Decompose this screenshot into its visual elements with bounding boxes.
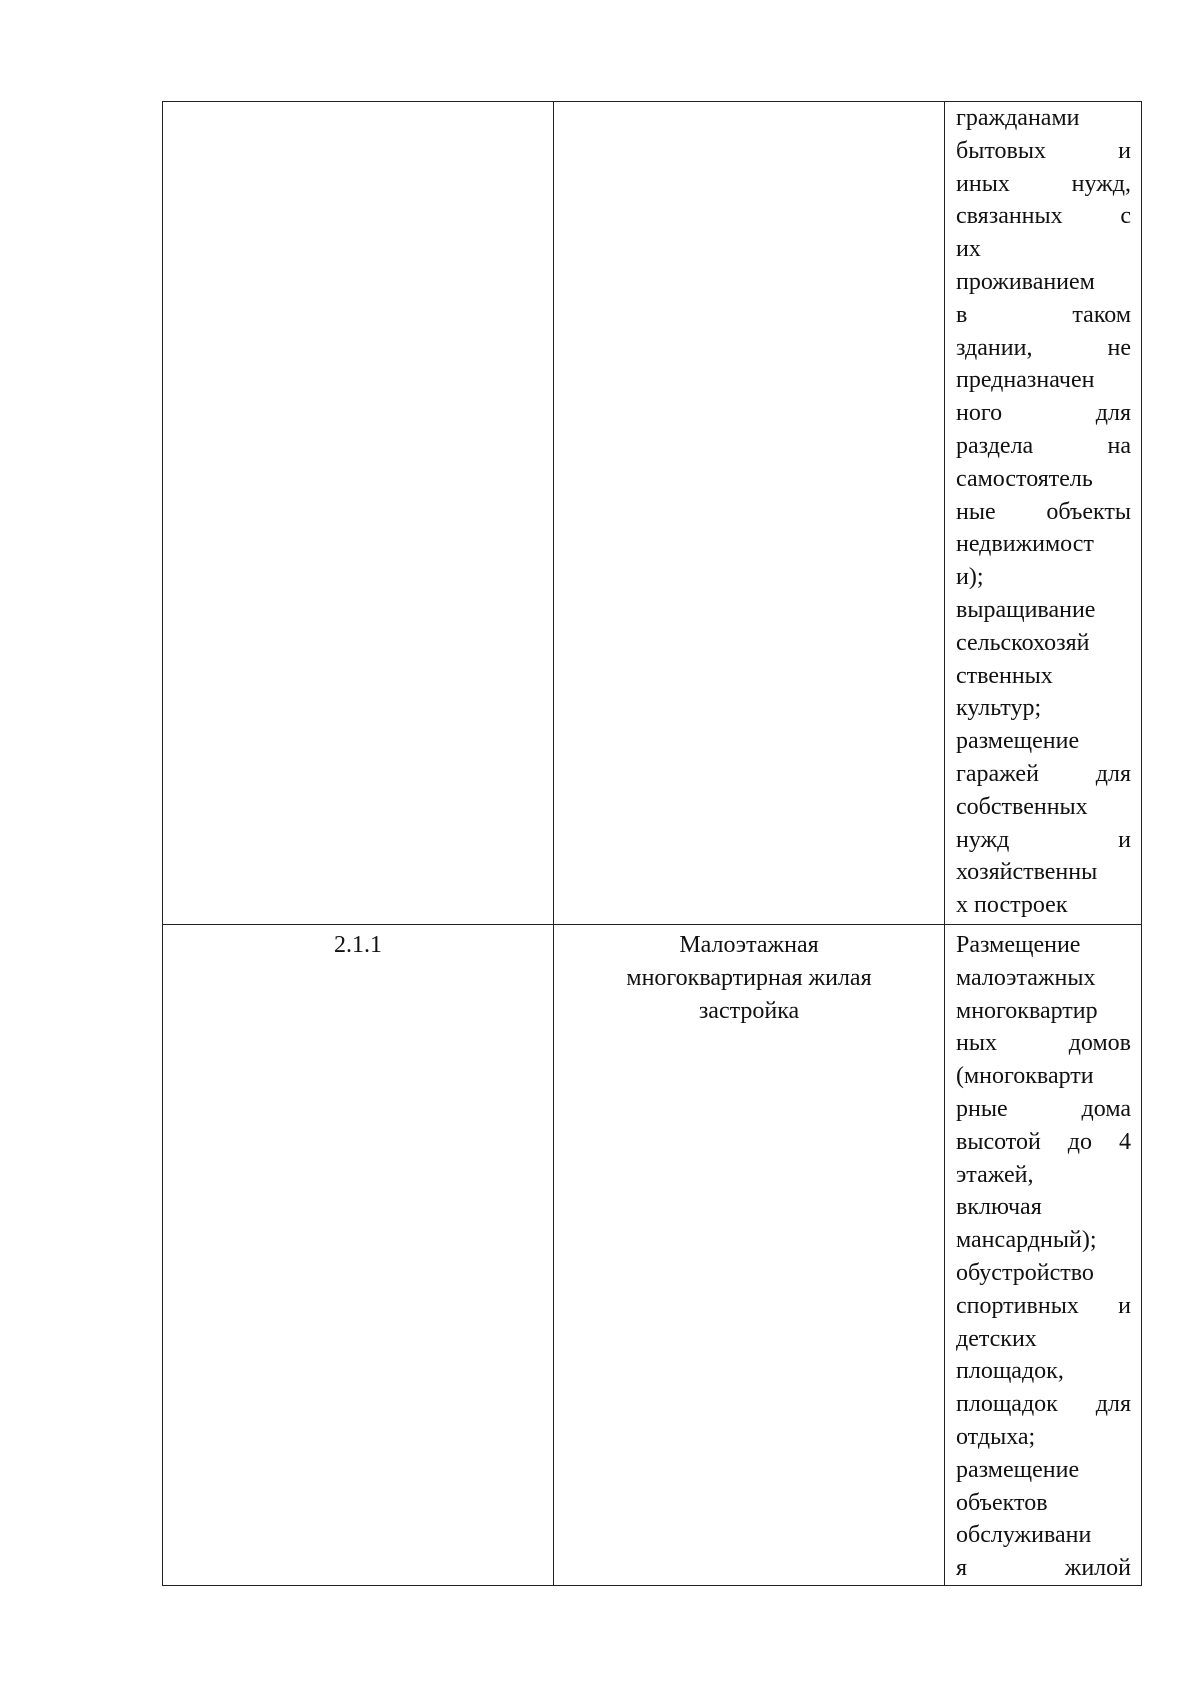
table-row xyxy=(163,102,1142,925)
description-line: отдыха; xyxy=(956,1423,1036,1450)
description-line: Размещение xyxy=(956,932,1081,958)
description-line: культур; xyxy=(956,695,1042,722)
description-line: раздела на xyxy=(956,432,1131,459)
name-text xyxy=(554,102,944,106)
description-line: здании, не xyxy=(956,334,1131,361)
description-line: сельскохозяй xyxy=(956,629,1090,656)
code-cell xyxy=(163,925,554,1586)
description-line: рные дома xyxy=(956,1095,1131,1122)
description-line: объектов xyxy=(956,1489,1048,1516)
description-line: выращивание xyxy=(956,596,1096,623)
description-line: нужд и xyxy=(956,826,1131,853)
description-line: малоэтажных xyxy=(956,964,1096,991)
description-line: ные объекты xyxy=(956,498,1131,525)
description-cell xyxy=(945,925,1142,1586)
description-line: высотой до 4 xyxy=(956,1128,1131,1155)
description-line: ных домов xyxy=(956,1030,1131,1057)
description-line: я жилой xyxy=(956,1555,1131,1582)
description-line: и); xyxy=(956,564,984,591)
description-text xyxy=(945,102,1141,922)
description-line: многоквартир xyxy=(956,997,1098,1024)
description-line: недвижимост xyxy=(956,531,1094,558)
description-line: хозяйственны xyxy=(956,859,1098,886)
land-use-table xyxy=(162,101,1142,1586)
description-line: этажей, xyxy=(956,1161,1034,1188)
description-line: х построек xyxy=(956,892,1068,919)
description-line: ственных xyxy=(956,662,1053,689)
code-cell xyxy=(163,102,554,925)
description-line: собственных xyxy=(956,793,1088,820)
description-line: иных нужд, xyxy=(956,170,1131,197)
code-text xyxy=(163,102,553,106)
name-line: Малоэтажная xyxy=(679,932,819,958)
description-line: площадок для xyxy=(956,1391,1131,1418)
description-line: обустройство xyxy=(956,1259,1094,1286)
table-row xyxy=(163,925,1142,1586)
description-line: спортивных и xyxy=(956,1292,1131,1319)
description-line: предназначен xyxy=(956,367,1095,394)
description-line: гражданами xyxy=(956,105,1080,131)
description-line: размещение xyxy=(956,1456,1080,1483)
description-line: связанных с xyxy=(956,203,1131,230)
name-cell xyxy=(554,925,945,1586)
description-cell xyxy=(945,102,1142,925)
description-line: площадок, xyxy=(956,1358,1064,1385)
description-line: (многокварти xyxy=(956,1063,1094,1090)
name-text xyxy=(554,925,944,1027)
description-line: самостоятель xyxy=(956,465,1093,492)
description-text xyxy=(945,925,1141,1585)
description-line: их xyxy=(956,236,981,263)
description-line: гаражей для xyxy=(956,760,1131,787)
description-line: включая xyxy=(956,1194,1042,1221)
name-line: многоквартирная жилая xyxy=(626,964,872,991)
description-line: в таком xyxy=(956,301,1131,328)
description-line: детских xyxy=(956,1325,1037,1352)
name-cell xyxy=(554,102,945,925)
description-line: обслуживани xyxy=(956,1522,1092,1549)
code-text: 2.1.1 xyxy=(334,932,382,958)
description-line: ного для xyxy=(956,400,1131,427)
description-line: мансардный); xyxy=(956,1227,1097,1254)
description-line: размещение xyxy=(956,728,1080,755)
name-line: застройка xyxy=(698,997,800,1024)
description-line: бытовых и xyxy=(956,137,1131,164)
description-line: проживанием xyxy=(956,268,1095,295)
